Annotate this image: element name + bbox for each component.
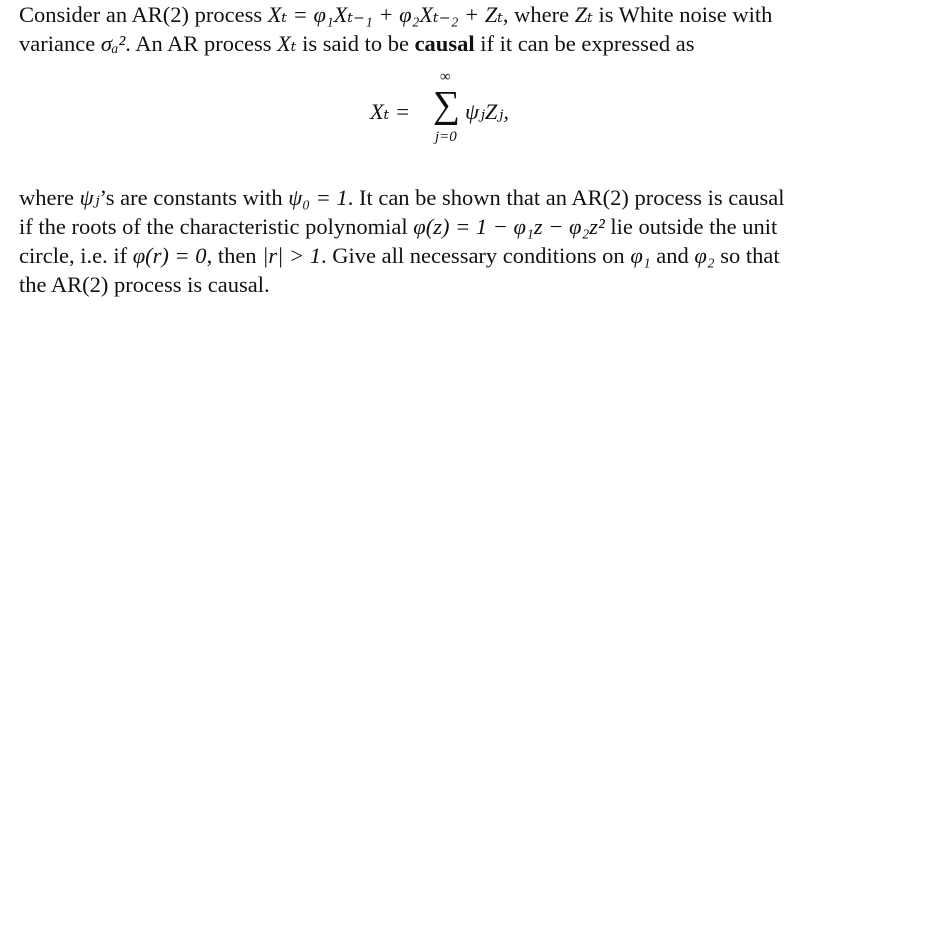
text: lie outside the unit bbox=[604, 214, 778, 239]
text: variance bbox=[19, 31, 101, 56]
equation-lhs: Xₜ = bbox=[370, 99, 411, 124]
text-line bbox=[19, 241, 889, 270]
math: |r| > 1 bbox=[262, 243, 321, 268]
math: ψ₀ = 1 bbox=[288, 185, 348, 210]
text: , where bbox=[502, 2, 575, 27]
math: φ(r) = 0 bbox=[132, 243, 207, 268]
text: if it can be expressed as bbox=[474, 31, 695, 56]
math: Xₜ bbox=[277, 31, 297, 56]
display-equation bbox=[19, 69, 889, 173]
text: Consider an AR(2) process bbox=[19, 2, 268, 27]
math: ψⱼ bbox=[79, 185, 100, 210]
math: Zₜ bbox=[574, 2, 593, 27]
text-line bbox=[19, 270, 889, 299]
causal-term: causal bbox=[414, 31, 475, 56]
text: circle, i.e. if bbox=[19, 243, 133, 268]
text-line bbox=[19, 29, 889, 58]
text: so that bbox=[714, 243, 780, 268]
text: ’s are constants with bbox=[99, 185, 289, 210]
text: where bbox=[19, 185, 80, 210]
sum-lower-limit: j=0 bbox=[435, 129, 457, 145]
characteristic-polynomial: φ(z) = 1 − φ₁z − φ₂z² bbox=[413, 214, 605, 239]
text: . Give all necessary conditions on bbox=[321, 243, 631, 268]
text-line bbox=[19, 183, 889, 212]
text-line bbox=[19, 0, 889, 29]
ar2-equation: Xₜ = φ₁Xₜ₋₁ + φ₂Xₜ₋₂ + Zₜ bbox=[267, 2, 503, 27]
summation-symbol: ∑ bbox=[433, 84, 461, 126]
text: and bbox=[650, 243, 695, 268]
text: , then bbox=[206, 243, 263, 268]
text-line bbox=[19, 212, 889, 241]
problem-statement bbox=[19, 0, 889, 299]
math: φ₂ bbox=[694, 243, 715, 268]
text: . An AR process bbox=[125, 31, 278, 56]
text: . It can be shown that an AR(2) process is causal bbox=[347, 185, 785, 210]
math: σₐ² bbox=[100, 31, 126, 56]
sum-upper-limit: ∞ bbox=[440, 69, 451, 85]
equation-rhs: ψⱼZⱼ, bbox=[465, 99, 510, 124]
text: the AR(2) process is causal. bbox=[19, 272, 270, 297]
text: is White noise with bbox=[592, 2, 773, 27]
math: φ₁ bbox=[630, 243, 651, 268]
text: if the roots of the characteristic polynomial bbox=[19, 214, 414, 239]
text: is said to be bbox=[296, 31, 415, 56]
